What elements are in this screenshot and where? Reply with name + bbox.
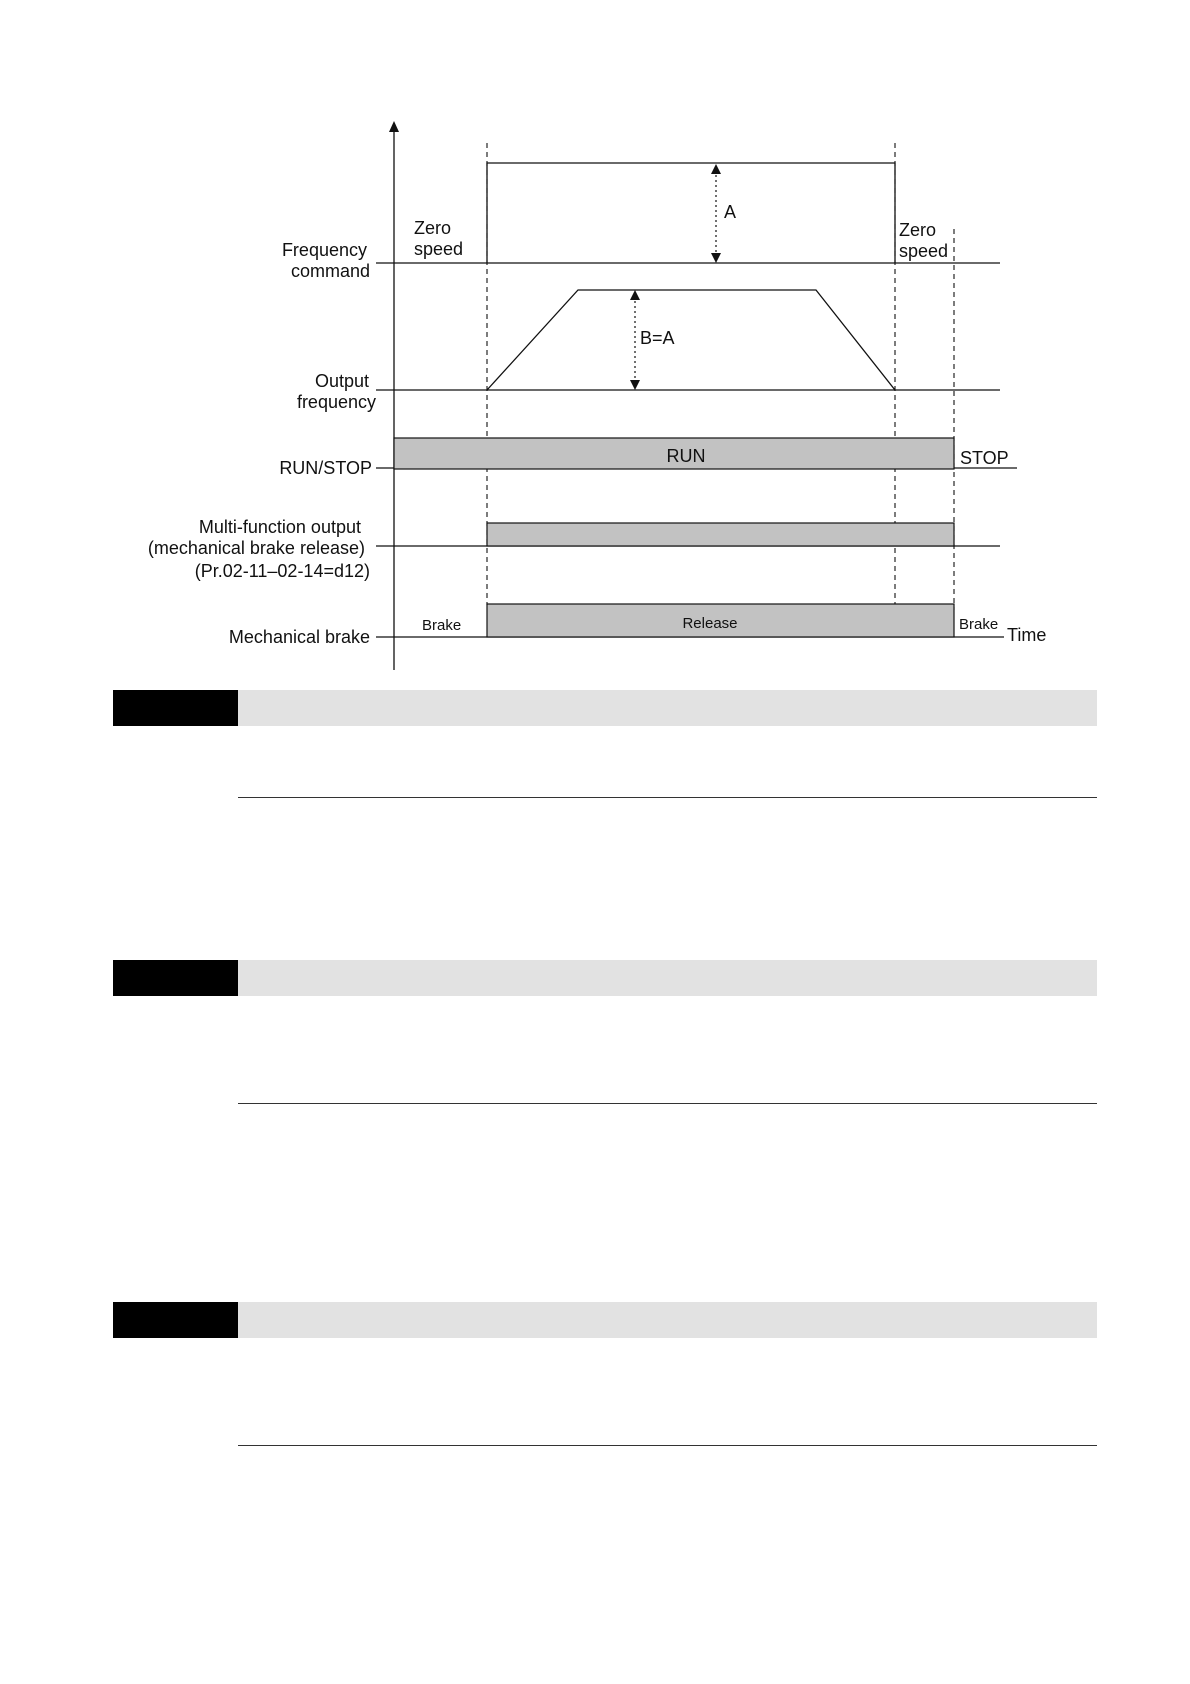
parameter-header-2	[113, 960, 1097, 996]
zero-speed-start-label: Zero speed	[414, 218, 464, 259]
parameter-title-band	[238, 960, 1097, 996]
frequency-command-label: Frequency command	[281, 240, 370, 281]
parameter-header-3	[113, 1302, 1097, 1338]
zero-speed-end-label: Zero speed	[899, 220, 949, 261]
output-frequency-label: Output frequency	[296, 371, 376, 412]
brake-start-label: Brake	[422, 617, 462, 634]
parameter-header-1	[113, 690, 1097, 726]
time-axis-label: Time	[1007, 625, 1047, 645]
amplitude-b-label: B=A	[640, 328, 675, 348]
parameter-settings-divider	[238, 1445, 1097, 1446]
parameter-settings-divider	[238, 1103, 1097, 1104]
output-frequency-trapezoid	[487, 290, 895, 390]
parameter-settings-divider	[238, 797, 1097, 798]
vertical-axis-arrowhead	[389, 121, 399, 132]
parameter-title-band	[238, 1302, 1097, 1338]
amplitude-b-arrow-down	[630, 380, 640, 390]
frequency-command-pulse	[487, 163, 895, 263]
mechanical-brake-label: Mechanical brake	[228, 627, 370, 647]
amplitude-a-arrow-down	[711, 253, 721, 263]
release-label: Release	[682, 615, 738, 632]
amplitude-a-arrow-up	[711, 164, 721, 174]
brake-timing-diagram	[0, 0, 1190, 700]
parameter-code-tag	[113, 960, 238, 996]
parameter-code-tag	[113, 690, 238, 726]
amplitude-b-arrow-up	[630, 290, 640, 300]
multi-function-output-label: Multi-function output (mechanical brake release) (Pr.02-11–02-14=d12)	[147, 517, 370, 581]
parameter-title-band	[238, 690, 1097, 726]
stop-label: STOP	[960, 448, 1009, 468]
parameter-code-tag	[113, 1302, 238, 1338]
brake-end-label: Brake	[959, 616, 999, 633]
run-stop-label: RUN/STOP	[279, 458, 372, 478]
amplitude-a-label: A	[724, 202, 737, 222]
brake-release-signal-bar	[487, 523, 954, 546]
run-label: RUN	[666, 446, 706, 466]
